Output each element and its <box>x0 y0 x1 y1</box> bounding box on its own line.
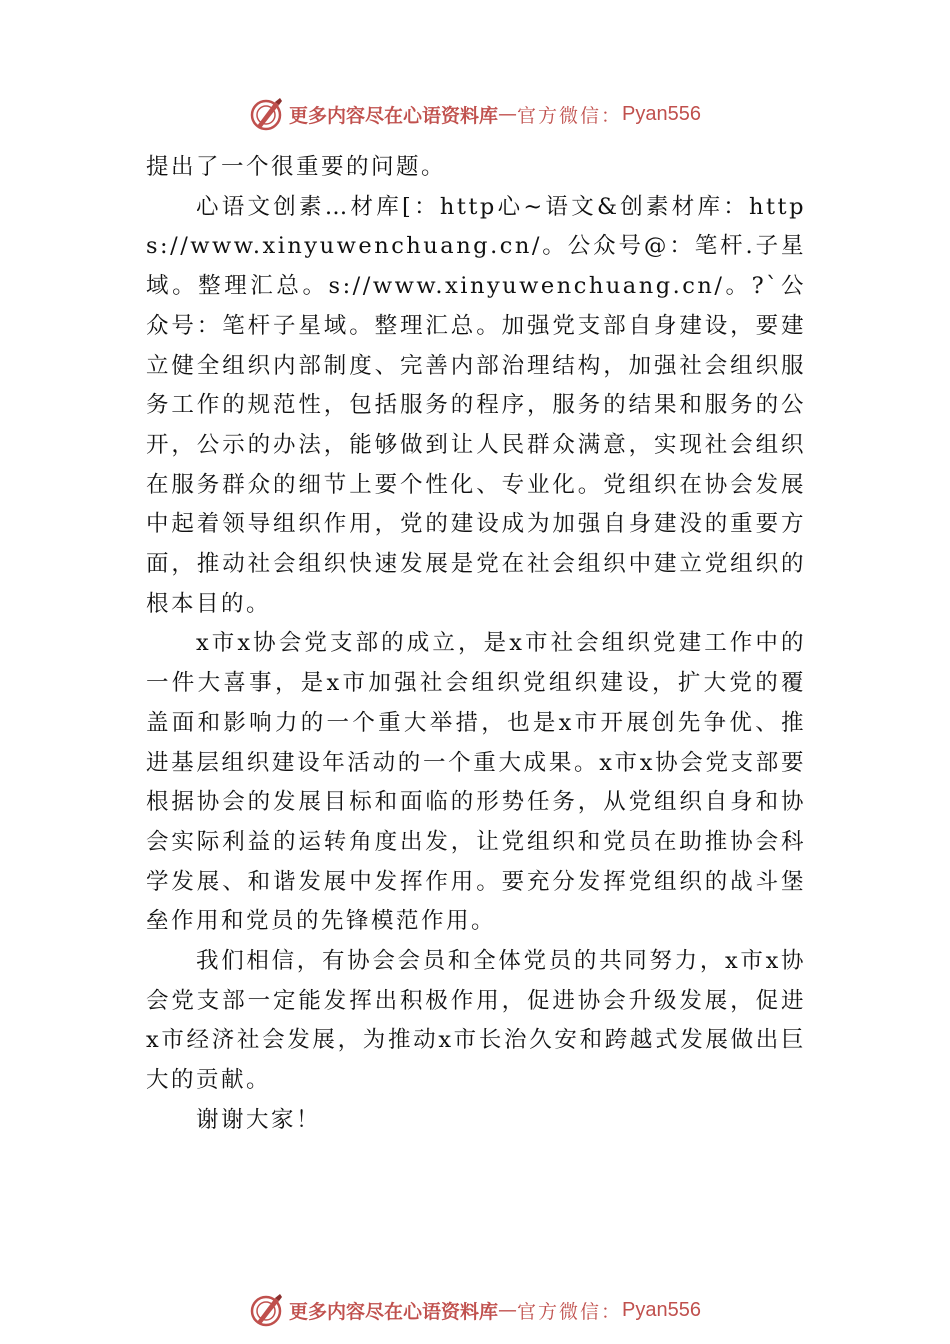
banner-separator: — <box>498 103 518 125</box>
banner-main-text: 更多内容尽在心语资料库 <box>289 104 499 127</box>
banner-wechat-label: 官方微信： <box>517 1300 623 1323</box>
pen-logo-icon <box>249 1292 285 1328</box>
banner-main-text: 更多内容尽在心语资料库 <box>289 1300 499 1323</box>
paragraph-5: 谢谢大家！ <box>196 1106 322 1133</box>
paragraph-3: x市x协会党支部的成立，是x市社会组织党建工作中的一件大喜事，是x市加强社会组织党组织建设，扩大党的覆盖面和影响力的一个重大举措，也是x市开展创先争优、推进基层组织建设年活动的一个重大成果。x市x协会党支部要根据协会的发展目标和面临的形势任务，从党组织自身和协会实际利益的运转角度出发，让党组织和党员在助推协会科学发展、和谐发展中发挥作用。要充分发挥党组织的战斗堡垒作用和党员的先锋模范作用。 <box>146 630 806 935</box>
header-banner <box>0 94 950 134</box>
banner-wechat-id: Pyan556 <box>622 1298 701 1321</box>
footer-banner <box>0 1290 950 1330</box>
pen-logo-icon <box>249 96 285 132</box>
paragraph-2: 心语文创素…材库[：http心~语文&创素材库：https://www.xinyuwenchuang.cn/。公众号@：笔杆.子星域。整理汇总。s://www.xinyuwenchuang.cn/。?`公众号：笔杆子星域。整理汇总。加强党支部自身建设，要建立健全组织内部制度、完善内部治理结构，加强社会组织服务工作的规范性，包括服务的程序，服务的结果和服务的公开，公示的办法，能够做到让人民群众满意，实现社会组织在服务群众的细节上要个性化、专业化。党组织在协会发展中起着领导组织作用，党的建设成为加强自身建没的重要方面，推动社会组织快速发展是党在社会组织中建立党组织的根本目的。 <box>146 193 806 617</box>
paragraph-4: 我们相信，有协会会员和全体党员的共同努力，x市x协会党支部一定能发挥出积极作用，促进协会升级发展，促进x市经济社会发展，为推动x市长治久安和跨越式发展做出巨大的贡献。 <box>146 948 806 1094</box>
banner-wechat-id: Pyan556 <box>622 102 701 125</box>
banner-separator: — <box>498 1299 518 1321</box>
paragraph-1: 提出了一个很重要的问题。 <box>146 154 447 180</box>
banner-wechat-label: 官方微信： <box>517 104 623 127</box>
document-body <box>146 148 806 1141</box>
